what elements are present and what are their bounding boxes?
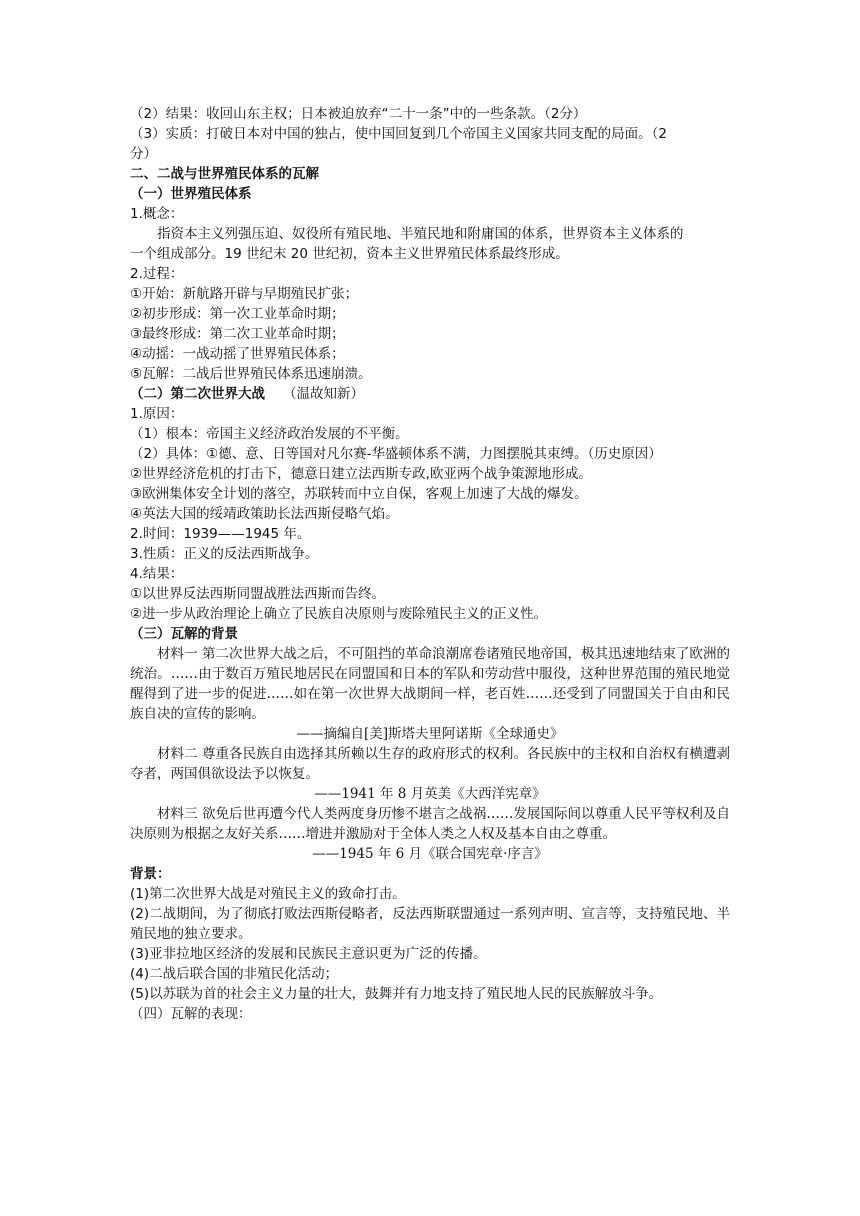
material-three: 材料三 欲免后世再遭今代人类两度身历惨不堪言之战祸……发展国际间以尊重人民平等权利及自决原则为根据之友好关系……增进并激励对于全体人类之人权及基本自由之尊重。 [130,806,730,842]
material-two-source: ——1941 年 8 月英美《大西洋宪章》 [314,786,546,802]
cause-item: （2）具体：①德、意、日等国对凡尔赛-华盛顿体系不满，力图摆脱其束缚。（历史原因） [130,446,662,462]
document-body [130,104,730,1024]
cause-item: ③欧洲集体安全计划的落空，苏联转而中立自保，客观上加速了大战的爆发。 [130,486,588,502]
material-two: 材料二 尊重各民族自由选择其所赖以生存的政府形式的权利。各民族中的主权和自治权有横遭剥夺者，两国俱欲设法予以恢复。 [130,746,730,782]
process-item: ⑤瓦解：二战后世界殖民体系迅速崩溃。 [130,366,372,382]
process-item: ④动摇：一战动摇了世界殖民体系； [130,346,345,362]
background-label: 背景： [130,866,171,882]
process-label: 2.过程： [130,266,184,282]
subsection-heading-colonial-system: （一）世界殖民体系 [130,186,252,202]
result-item: ①以世界反法西斯同盟战胜法西斯而告终。 [130,586,386,602]
process-item: ③最终形成：第二次工业革命时期； [130,326,345,342]
result-item: ②进一步从政治理论上确立了民族自决原则与废除殖民主义的正义性。 [130,606,548,622]
process-item: ①开始：新航路开辟与早期殖民扩张； [130,286,359,302]
subsection-heading-wwii-row [130,384,730,404]
section-title: 二、二战与世界殖民体系的瓦解 [130,166,319,182]
material-one-source: ——摘编自[美]斯塔夫里阿诺斯《全球通史》 [296,726,564,742]
cause-label: 1.原因： [130,406,184,422]
concept-label: 1.概念： [130,206,184,222]
cause-item: ②世界经济危机的打击下，德意日建立法西斯专政,欧亚两个战争策源地形成。 [130,466,592,482]
concept-text: 指资本主义列强压迫、奴役所有殖民地、半殖民地和附庸国的体系，世界资本主义体系的 [157,226,684,242]
background-item: (1)第二次世界大战是对殖民主义的致命打击。 [130,886,406,902]
review-note: （温故知新） [283,386,364,402]
material-one: 材料一 第二次世界大战之后，不可阻挡的革命浪潮席卷诸殖民地帝国，极其迅速地结束了欧洲的统治。……由于数百万殖民地居民在同盟国和日本的军队和劳动营中服役，这种世界范围的殖民地觉醒得到了进一步的促进……如在第一次世界大战期间一样，老百姓……还受到了同盟国关于自由和民族自决的宣传的影响。 [130,646,730,722]
time-item: 2.时间：1939——1945 年。 [130,526,311,542]
essence-paragraph: （3）实质：打破日本对中国的独占，使中国回复到几个帝国主义国家共同支配的局面。（2 [130,126,667,142]
nature-item: 3.性质：正义的反法西斯战争。 [130,546,319,562]
cause-item: ④英法大国的绥靖政策助长法西斯侵略气焰。 [130,506,399,522]
subsection-heading-manifestation: （四）瓦解的表现： [130,1006,252,1022]
result-label: 4.结果： [130,566,184,582]
material-three-source: ——1945 年 6 月《联合国宪章·序言》 [312,846,548,862]
concept-text-cont: 一个组成部分。19 世纪末 20 世纪初，资本主义世界殖民体系最终形成。 [130,246,569,262]
cause-item: （1）根本：帝国主义经济政治发展的不平衡。 [130,426,409,442]
result-paragraph: （2）结果：收回山东主权；日本被迫放弃“二十一条”中的一些条款。（2分） [130,106,587,122]
process-item: ②初步形成：第一次工业革命时期； [130,306,345,322]
subsection-heading-background: （三）瓦解的背景 [130,626,238,642]
background-item: (2)二战期间，为了彻底打败法西斯侵略者，反法西斯联盟通过一系列声明、宣言等，支持殖民地、半殖民地的独立要求。 [130,906,730,942]
background-item: (3)亚非拉地区经济的发展和民族民主意识更为广泛的传播。 [130,946,487,962]
background-item: (5)以苏联为首的社会主义力量的壮大，鼓舞并有力地支持了殖民地人民的民族解放斗争。 [130,986,663,1002]
subsection-heading-wwii: （二）第二次世界大战 [130,386,265,402]
background-item: (4)二战后联合国的非殖民化活动； [130,966,339,982]
essence-paragraph-cont: 分） [130,146,157,162]
